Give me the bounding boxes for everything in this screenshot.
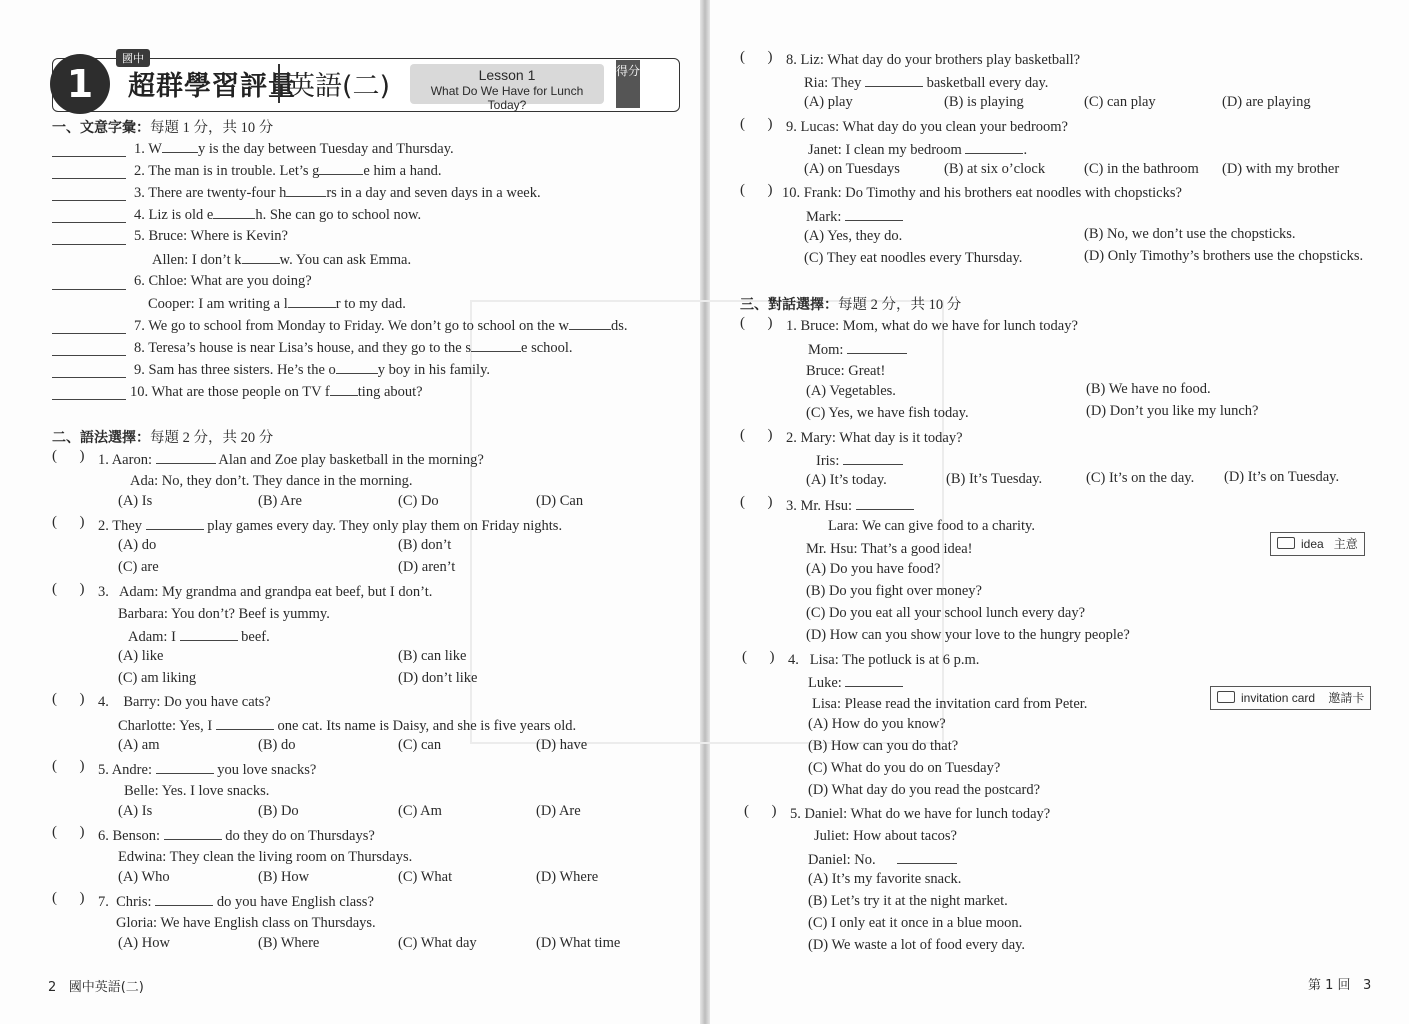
s2-q3-line3: Adam: I beef. [128, 626, 270, 647]
s3-q2-line1: 2. Mary: What day is it today? [786, 430, 963, 446]
option[interactable]: (D) What time [536, 935, 621, 951]
option[interactable]: (C) Do [398, 493, 439, 509]
option[interactable]: (B) is playing [944, 94, 1024, 110]
blank[interactable] [330, 381, 358, 396]
option[interactable]: (B) No, we don’t use the chopsticks. [1084, 226, 1296, 242]
section1-title: 一、文意字彙： [52, 120, 150, 136]
option[interactable]: (D) Are [536, 803, 581, 819]
s3-q4-line1: 4. Lisa: The potluck is at 6 p.m. [788, 652, 980, 668]
section3-scoring: 每題 2 分，共 10 分 [838, 297, 962, 313]
s2-q10-line1: 10. Frank: Do Timothy and his brothers eat noodles with chopsticks? [782, 185, 1182, 201]
answer-line[interactable] [52, 155, 126, 157]
option[interactable]: (C) It’s on the day. [1086, 470, 1195, 486]
option[interactable]: (D) Can [536, 493, 584, 509]
book-icon [1277, 537, 1295, 549]
option[interactable]: (D) Where [536, 869, 599, 885]
option[interactable]: (A) How do you know? [808, 716, 946, 732]
option[interactable]: (D) aren’t [398, 559, 456, 575]
s2-q7-line1: 7. Chris: do you have English class? [98, 891, 374, 912]
option[interactable]: (A) Vegetables. [806, 383, 896, 399]
s3-q1-line1: 1. Bruce: Mom, what do we have for lunch today? [786, 318, 1078, 334]
section3-title: 三、對話選擇： [740, 297, 838, 313]
answer-line[interactable] [52, 221, 126, 223]
blank[interactable] [164, 825, 222, 840]
footer-left [48, 976, 144, 995]
answer-paren[interactable]: ( ) [52, 514, 85, 530]
blank[interactable] [216, 715, 274, 730]
s1-item-9: 9. Sam has three sisters. He’s the o y boy in his family. [134, 359, 490, 380]
option[interactable]: (B) It’s Tuesday. [946, 471, 1043, 487]
blank[interactable] [471, 337, 521, 352]
s1-item-10: 10. What are those people on TV f ting about? [130, 381, 423, 402]
blank[interactable] [843, 450, 903, 465]
s3-q5-line1: 5. Daniel: What do we have for lunch today? [790, 806, 1051, 822]
s2-q5-line2: Belle: Yes. I love snacks. [124, 783, 270, 799]
option[interactable]: (B) How can you do that? [808, 738, 959, 754]
s2-q6-line1: 6. Benson: do they do on Thursdays? [98, 825, 375, 846]
footer-title: 國中英語(二) [68, 980, 144, 995]
answer-line[interactable] [52, 376, 126, 378]
s2-q5-line1: 5. Andre: you love snacks? [98, 759, 316, 780]
option[interactable]: (C) Do you eat all your school lunch every day? [806, 605, 1086, 621]
s1-item-2: 2. The man is in trouble. Let’s g e him a hand. [134, 160, 442, 181]
option[interactable]: (B) Are [258, 493, 302, 509]
section2-scoring: 每題 2 分，共 20 分 [150, 430, 274, 446]
s1-item-5b: Allen: I don’t k w. You can ask Emma. [152, 249, 411, 270]
option[interactable]: (C) in the bathroom [1084, 161, 1199, 177]
option[interactable]: (B) Do you fight over money? [806, 583, 982, 599]
s3-q3-line3: Mr. Hsu: That’s a good idea! [806, 541, 973, 557]
answer-paren[interactable]: ( ) [740, 182, 773, 198]
blank[interactable] [856, 495, 914, 510]
option[interactable]: (B) do [258, 737, 296, 753]
answer-paren[interactable]: ( ) [740, 116, 773, 132]
answer-paren[interactable]: ( ) [52, 824, 85, 840]
blank[interactable] [897, 849, 957, 864]
section2-title: 二、語法選擇： [52, 430, 150, 446]
option[interactable]: (D) What day do you read the postcard? [808, 782, 1041, 798]
answer-paren[interactable]: ( ) [742, 649, 775, 665]
s1-item-3: 3. There are twenty-four h rs in a day and seven days in a week. [134, 182, 541, 203]
option[interactable]: (C) Yes, we have fish today. [806, 405, 969, 421]
s2-q4-line1: 4. Barry: Do you have cats? [98, 694, 271, 710]
option[interactable]: (A) It’s my favorite snack. [808, 871, 962, 887]
series-title: 超群學習評量 [128, 71, 296, 102]
answer-paren[interactable]: ( ) [52, 691, 85, 707]
option[interactable]: (B) We have no food. [1086, 381, 1211, 397]
option[interactable]: (A) on Tuesdays [804, 161, 900, 177]
blank[interactable] [845, 672, 903, 687]
s2-q9-line2: Janet: I clean my bedroom . [808, 139, 1027, 160]
option[interactable]: (B) at six o’clock [944, 161, 1046, 177]
answer-paren[interactable]: ( ) [744, 803, 777, 819]
s2-q1-line2: Ada: No, they don’t. They dance in the morning. [130, 473, 413, 489]
option[interactable]: (A) play [804, 94, 853, 110]
answer-paren[interactable]: ( ) [740, 49, 773, 65]
option[interactable]: (A) Yes, they do. [804, 228, 903, 244]
s2-q2-line1: 2. They play games every day. They only play them on Friday nights. [98, 515, 562, 536]
lesson-label: Lesson 1 [478, 67, 536, 83]
s3-q5-line2: Juliet: How about tacos? [814, 828, 957, 844]
option[interactable]: (C) am liking [118, 670, 197, 686]
s2-q9-line1: 9. Lucas: What day do you clean your bedroom? [786, 119, 1068, 135]
answer-line[interactable] [52, 332, 126, 334]
s1-item-6: 6. Chloe: What are you doing? [134, 273, 312, 289]
vocab-card-idea: idea 主意 [1270, 532, 1365, 556]
option[interactable]: (D) How can you show your love to the hungry people? [806, 627, 1130, 643]
blank[interactable] [319, 160, 363, 175]
option[interactable]: (D) Don’t you like my lunch? [1086, 403, 1259, 419]
s3-q3-line2: Lara: We can give food to a charity. [828, 518, 1035, 534]
page-number: 2 [48, 980, 57, 995]
answer-paren[interactable]: ( ) [740, 494, 773, 510]
s2-q10-line2: Mark: [806, 206, 903, 227]
blank[interactable] [845, 206, 903, 221]
s1-item-7: 7. We go to school from Monday to Friday. We don’t go to school on the w ds. [134, 315, 627, 336]
lesson-box [410, 64, 604, 112]
option[interactable]: (B) Do [258, 803, 299, 819]
blank[interactable] [213, 204, 255, 219]
option[interactable]: (A) It’s today. [806, 472, 887, 488]
subject-title: 英語(二) [278, 64, 390, 103]
s2-q1-line1: 1. Aaron: Alan and Zoe play basketball in the morning? [98, 449, 484, 470]
blank[interactable] [156, 449, 216, 464]
option[interactable]: (B) can like [398, 648, 467, 664]
s3-q5-line3: Daniel: No. [808, 849, 957, 870]
blank[interactable] [242, 249, 280, 264]
book-icon [1217, 691, 1235, 703]
option[interactable]: (B) Let’s try it at the night market. [808, 893, 1008, 909]
option[interactable]: (A) Who [118, 869, 170, 885]
s2-q7-line2: Gloria: We have English class on Thursdays. [116, 915, 376, 931]
option[interactable]: (C) Am [398, 803, 442, 819]
option[interactable]: (B) How [258, 869, 310, 885]
blank[interactable] [155, 891, 213, 906]
option[interactable]: (D) We waste a lot of food every day. [808, 937, 1026, 953]
option[interactable]: (C) I only eat it once in a blue moon. [808, 915, 1023, 931]
s3-q4-line3: Lisa: Please read the invitation card from Peter. [812, 696, 1088, 712]
option[interactable]: (C) are [118, 559, 159, 575]
footer-right [1308, 974, 1371, 993]
s1-item-5: 5. Bruce: Where is Kevin? [134, 228, 288, 244]
s3-q2-line2: Iris: [816, 450, 903, 471]
blank[interactable] [569, 315, 611, 330]
answer-paren[interactable]: ( ) [52, 758, 85, 774]
option[interactable]: (C) What [398, 869, 453, 885]
option[interactable]: (D) with my brother [1222, 161, 1340, 177]
blank[interactable] [965, 139, 1023, 154]
section1-heading [52, 116, 273, 137]
page-number: 3 [1362, 978, 1372, 993]
blank[interactable] [146, 515, 204, 530]
blank[interactable] [865, 72, 923, 87]
answer-paren[interactable]: ( ) [52, 448, 85, 464]
blank[interactable] [288, 293, 336, 308]
s2-q3-line1: 3. Adam: My grandma and grandpa eat beef, but I don’t. [98, 584, 433, 600]
footer-round: 第 1 回 [1308, 978, 1351, 993]
blank[interactable] [180, 626, 238, 641]
answer-line[interactable] [52, 288, 126, 290]
answer-line[interactable] [52, 177, 126, 179]
option[interactable]: (D) It’s on Tuesday. [1224, 469, 1340, 485]
s3-q4-line2: Luke: [808, 672, 903, 693]
option[interactable]: (B) Where [258, 935, 320, 951]
blank[interactable] [156, 759, 214, 774]
answer-paren[interactable]: ( ) [740, 427, 773, 443]
option[interactable]: (A) am [118, 737, 160, 753]
s1-item-1: 1. W y is the day between Tuesday and Thursday. [134, 138, 454, 159]
s3-q1-line2: Mom: [808, 339, 907, 360]
blank[interactable] [336, 359, 378, 374]
s1-item-6b: Cooper: I am writing a l r to my dad. [148, 293, 406, 314]
option[interactable]: (C) They eat noodles every Thursday. [804, 250, 1023, 266]
vocab-card-invitation: invitation card 邀請卡 [1210, 686, 1371, 710]
s2-q6-line2: Edwina: They clean the living room on Thursdays. [118, 849, 413, 865]
option[interactable]: (C) can [398, 737, 442, 753]
option[interactable]: (C) What day [398, 935, 477, 951]
answer-line[interactable] [52, 354, 126, 356]
option[interactable]: (B) don’t [398, 537, 452, 553]
option[interactable]: (A) Do you have food? [806, 561, 941, 577]
s2-q4-line2: Charlotte: Yes, I one cat. Its name is Daisy, and she is five years old. [118, 715, 576, 736]
s2-q3-line2: Barbara: You don’t? Beef is yummy. [118, 606, 330, 622]
section2-heading [52, 426, 273, 447]
blank[interactable] [847, 339, 907, 354]
section1-scoring: 每題 1 分，共 10 分 [150, 120, 274, 136]
section3-heading [740, 293, 961, 314]
answer-line[interactable] [52, 199, 126, 201]
blank[interactable] [162, 138, 198, 153]
option[interactable]: (A) How [118, 935, 170, 951]
grade-tag: 國中 [116, 49, 150, 67]
s3-q3-line1: 3. Mr. Hsu: [786, 495, 914, 516]
s2-q8-line2: Ria: They basketball every day. [804, 72, 1048, 93]
answer-paren[interactable]: ( ) [52, 890, 85, 906]
answer-paren[interactable]: ( ) [52, 581, 85, 597]
option[interactable]: (C) What do you do on Tuesday? [808, 760, 1001, 776]
s2-q8-line1: 8. Liz: What day do your brothers play basketball? [786, 52, 1081, 68]
option[interactable]: (D) are playing [1222, 94, 1311, 110]
option[interactable]: (D) have [536, 737, 588, 753]
option[interactable]: (C) can play [1084, 94, 1156, 110]
option[interactable]: (A) do [118, 537, 157, 553]
lesson-subtitle: What Do We Have for Lunch Today? [430, 84, 584, 112]
blank[interactable] [286, 182, 326, 197]
answer-line[interactable] [52, 398, 126, 400]
option[interactable]: (A) Is [118, 493, 153, 509]
option[interactable]: (A) like [118, 648, 164, 664]
option[interactable]: (D) Only Timothy’s brothers use the chopsticks. [1084, 248, 1364, 264]
answer-paren[interactable]: ( ) [740, 315, 773, 331]
option[interactable]: (A) Is [118, 803, 153, 819]
answer-line[interactable] [52, 243, 126, 245]
score-box: 得分 [616, 60, 640, 108]
option[interactable]: (D) don’t like [398, 670, 478, 686]
s1-item-8: 8. Teresa’s house is near Lisa’s house, and they go to the s e school. [134, 337, 573, 358]
s1-item-4: 4. Liz is old e h. She can go to school now. [134, 204, 421, 225]
lesson-number-badge: 1 [50, 54, 110, 114]
s3-q1-line3: Bruce: Great! [806, 363, 886, 379]
